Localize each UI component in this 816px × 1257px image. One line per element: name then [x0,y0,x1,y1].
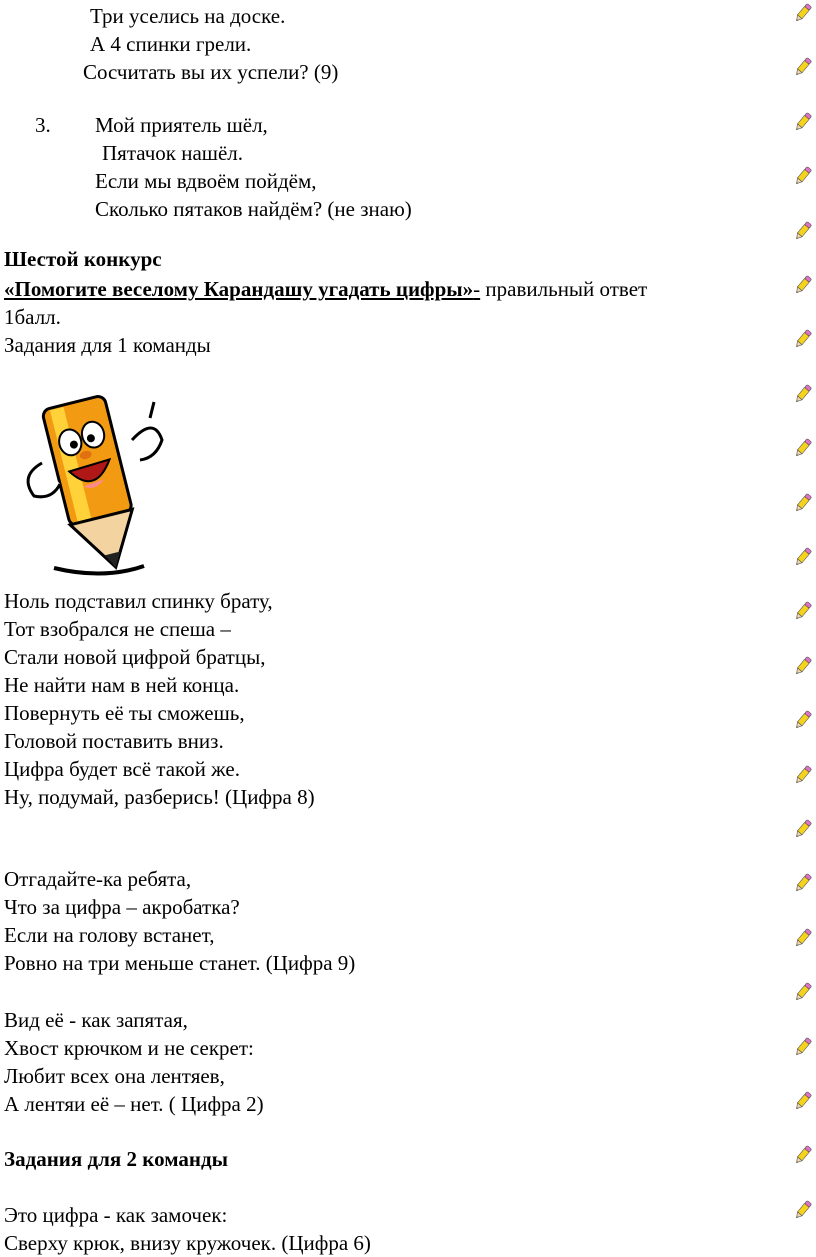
contest-scoring: правильный ответ [480,277,648,301]
pencil-border-icon [792,220,814,242]
contest-heading: Шестой конкурс [4,247,162,271]
team2-line-1: Это цифра - как замочек: [4,1203,228,1227]
poem2-line-3: Если на голову встанет, [4,923,215,947]
poem2-line-1: Отгадайте-ка ребята, [4,867,192,891]
pencil-border [790,0,816,1256]
poem2-line-2: Что за цифра – акробатка? [4,895,240,919]
pencil-border-icon [792,818,814,840]
poem1-line-8: Ну, подумай, разберись! (Цифра 8) [4,785,315,809]
pencil-border-icon [792,1090,814,1112]
poem1-line-2: Тот взобрался не спеша – [4,617,231,641]
team1-label: Задания для 1 команды [4,333,211,357]
pencil-mascot-image [14,388,174,583]
poem3-line-4: А лентяи её – нет. ( Цифра 2) [4,1092,264,1116]
riddle2-line-3: Сосчитать вы их успели? (9) [83,60,339,84]
pencil-border-icon [792,165,814,187]
pencil-border-icon [792,111,814,133]
poem1-line-6: Головой поставить вниз. [4,729,224,753]
pencil-border-icon [792,437,814,459]
riddle3-line-4: Сколько пятаков найдём? (не знаю) [95,197,412,221]
pencil-border-icon [792,56,814,78]
pencil-border-icon [792,274,814,296]
riddle2-line-1: Три уселись на доске. [90,4,286,28]
poem1-line-4: Не найти нам в ней конца. [4,673,240,697]
riddle3-line-3: Если мы вдвоём пойдём, [95,169,317,193]
pencil-border-icon [792,328,814,350]
riddle3-number: 3. [35,113,51,137]
poem1-line-7: Цифра будет всё такой же. [4,757,240,781]
riddle3-line-2: Пятачок нашёл. [102,141,244,165]
pencil-border-icon [792,546,814,568]
pencil-border-icon [792,709,814,731]
contest-title-line [4,276,647,303]
riddle2-line-2: А 4 спинки грели. [90,32,252,56]
riddle3-line-1: Мой приятель шёл, [95,113,268,137]
team2-line-2: Сверху крюк, внизу кружочек. (Цифра 6) [4,1231,371,1255]
team2-label: Задания для 2 команды [4,1147,228,1171]
contest-title: «Помогите веселому Карандашу угадать цифры» [4,277,474,301]
pencil-border-icon [792,981,814,1003]
pencil-border-icon [792,764,814,786]
pencil-border-icon [792,492,814,514]
pencil-border-icon [792,655,814,677]
pencil-border-icon [792,872,814,894]
pencil-border-icon [792,1036,814,1058]
pencil-border-icon [792,927,814,949]
poem1-line-5: Повернуть её ты сможешь, [4,701,245,725]
poem2-line-4: Ровно на три меньше станет. (Цифра 9) [4,951,356,975]
pencil-border-icon [792,2,814,24]
poem3-line-2: Хвост крючком и не секрет: [4,1036,254,1060]
poem1-line-1: Ноль подставил спинку брату, [4,589,273,613]
contest-scoring-cont: 1балл. [4,305,61,329]
pencil-border-icon [792,600,814,622]
poem3-line-1: Вид её - как запятая, [4,1008,188,1032]
poem3-line-3: Любит всех она лентяев, [4,1064,225,1088]
poem1-line-3: Стали новой цифрой братцы, [4,645,266,669]
pencil-border-icon [792,1144,814,1166]
contest-dash: - [473,277,481,301]
pencil-border-icon [792,1199,814,1221]
pencil-border-icon [792,383,814,405]
